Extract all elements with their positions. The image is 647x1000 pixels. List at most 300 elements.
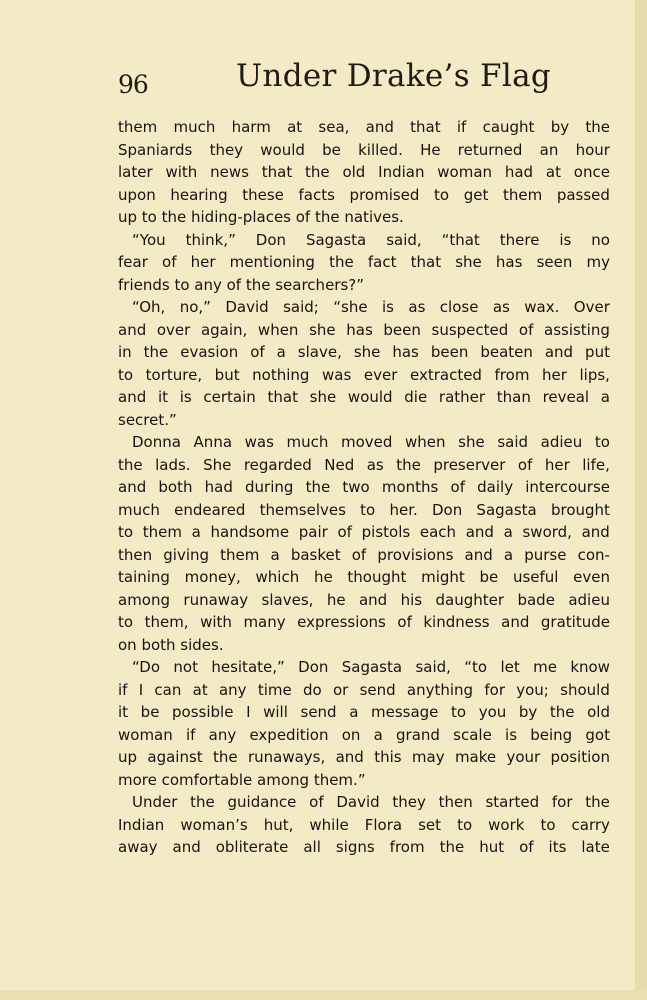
word: slave, xyxy=(297,343,342,361)
word: her xyxy=(544,455,570,474)
word: lads. xyxy=(155,455,191,474)
text-line xyxy=(118,836,610,859)
word: the xyxy=(585,118,610,136)
word: at xyxy=(287,118,303,136)
word: extracted xyxy=(409,365,482,384)
word: provisions xyxy=(377,545,454,564)
text-line xyxy=(118,229,610,252)
word: to xyxy=(360,500,376,519)
word: is xyxy=(559,230,572,249)
word: the xyxy=(585,793,610,811)
word: a xyxy=(503,523,513,541)
word: up xyxy=(118,748,138,766)
word: a xyxy=(349,703,359,721)
word: adieu xyxy=(540,433,583,451)
word: and xyxy=(581,523,610,541)
word: of xyxy=(519,838,534,856)
word: they xyxy=(392,793,426,811)
word: woman xyxy=(437,163,493,181)
word: daily xyxy=(477,478,514,496)
word: against xyxy=(147,748,203,766)
word: rather xyxy=(438,388,486,406)
word: moved xyxy=(341,433,393,451)
word: Sagasta xyxy=(341,658,403,676)
word: time xyxy=(257,680,292,699)
word: they xyxy=(209,140,244,159)
word: suspected xyxy=(431,320,509,339)
word: die xyxy=(404,388,428,406)
word: fear xyxy=(118,253,148,271)
word: get xyxy=(463,185,489,204)
word: a xyxy=(191,523,201,541)
word: from xyxy=(389,838,425,856)
word: and xyxy=(172,838,201,856)
word: your xyxy=(506,748,541,766)
word: that xyxy=(267,388,298,406)
word: harm xyxy=(231,118,271,136)
word: them xyxy=(220,545,260,564)
word: basket xyxy=(290,545,341,564)
word: the xyxy=(396,455,421,474)
word: close xyxy=(439,298,479,316)
word: pair xyxy=(298,523,328,541)
word: upon xyxy=(118,185,156,204)
text-line xyxy=(118,544,610,567)
word: and xyxy=(501,613,530,631)
word: her. xyxy=(389,500,418,519)
text-line xyxy=(118,724,610,747)
word: even xyxy=(573,568,610,586)
text-line xyxy=(118,454,610,477)
text-line xyxy=(118,296,610,319)
word: Don xyxy=(298,658,329,676)
word: again, xyxy=(200,320,248,339)
word: the xyxy=(143,343,169,361)
word: signs xyxy=(335,838,375,856)
text-line xyxy=(118,476,610,499)
word: to xyxy=(118,523,134,541)
word: that xyxy=(261,163,293,181)
word: bade xyxy=(517,590,555,609)
word: hut, xyxy=(263,815,294,834)
word: being xyxy=(530,725,573,744)
word: that xyxy=(410,118,441,136)
word: of xyxy=(517,455,533,474)
text-line xyxy=(118,814,610,837)
word: of xyxy=(337,523,352,541)
word: and xyxy=(335,748,364,766)
word: her xyxy=(542,365,567,384)
word: obliterate xyxy=(215,838,289,856)
word: lips, xyxy=(579,365,610,384)
word: Over xyxy=(573,298,610,316)
word: is xyxy=(381,298,394,316)
word: “Do xyxy=(132,658,161,676)
word: Indian xyxy=(378,163,425,181)
word: taining xyxy=(118,568,170,586)
text-line xyxy=(118,611,610,634)
word: killed. xyxy=(358,140,403,159)
word: it xyxy=(118,703,129,721)
word: woman xyxy=(118,725,173,744)
word: he xyxy=(326,590,346,609)
text-line xyxy=(118,679,610,702)
word: to xyxy=(434,185,450,204)
text-line: friends to any of the searchers?” xyxy=(118,275,365,294)
word: fact xyxy=(367,253,397,271)
word: as xyxy=(366,455,384,474)
word: the xyxy=(305,478,331,496)
word: Flora xyxy=(364,815,403,834)
word: at xyxy=(545,163,561,181)
word: beaten xyxy=(480,343,533,361)
word: then xyxy=(438,793,473,811)
word: much xyxy=(286,433,329,451)
word: a xyxy=(276,343,286,361)
word: each xyxy=(419,523,457,541)
word: his xyxy=(400,590,423,609)
word: she xyxy=(309,388,337,406)
word: all xyxy=(303,838,321,856)
word: carry xyxy=(571,815,610,834)
word: a xyxy=(600,388,610,406)
word: you; xyxy=(516,680,549,699)
word: or xyxy=(332,680,349,699)
text-line xyxy=(118,701,610,724)
word: of xyxy=(397,613,412,631)
word: was xyxy=(244,433,274,451)
word: Don xyxy=(431,500,463,519)
text-line xyxy=(118,499,610,522)
word: with xyxy=(165,163,198,181)
word: and xyxy=(118,478,147,496)
word: evasion xyxy=(180,343,239,361)
word: if xyxy=(118,680,128,699)
word: then xyxy=(118,545,153,564)
word: once xyxy=(573,163,610,181)
word: can xyxy=(154,680,182,699)
word: hour xyxy=(575,140,610,159)
word: scale xyxy=(453,725,492,744)
word: said xyxy=(497,433,529,451)
page-edge-bottom xyxy=(0,990,647,1000)
word: put xyxy=(585,343,610,361)
word: any xyxy=(208,725,237,744)
word: to xyxy=(118,613,134,631)
word: by xyxy=(518,703,538,721)
word: of xyxy=(351,545,367,564)
text-line xyxy=(118,656,610,679)
word: adieu xyxy=(568,590,610,609)
word: and xyxy=(465,523,494,541)
word: preserver xyxy=(433,455,506,474)
word: old xyxy=(342,163,366,181)
word: would xyxy=(260,140,305,159)
word: and xyxy=(358,590,388,609)
word: was xyxy=(322,365,352,384)
word: pistols xyxy=(361,523,411,541)
word: she xyxy=(353,343,381,361)
word: in xyxy=(118,343,132,361)
word: send xyxy=(300,703,337,721)
word: much xyxy=(118,500,160,519)
word: guidance xyxy=(227,793,297,811)
word: at xyxy=(192,680,208,699)
word: ever xyxy=(363,365,398,384)
word: I xyxy=(138,680,144,699)
word: know xyxy=(570,658,610,676)
word: Don xyxy=(255,230,287,249)
word: months xyxy=(381,478,439,496)
word: during xyxy=(245,478,294,496)
text-line xyxy=(118,521,610,544)
word: Ned xyxy=(324,455,355,474)
word: passed xyxy=(556,185,610,204)
word: not xyxy=(173,658,198,676)
word: torture, xyxy=(145,365,203,384)
word: runaway xyxy=(183,590,249,609)
word: she xyxy=(455,253,482,271)
word: will xyxy=(263,703,288,721)
word: mentioning xyxy=(229,253,315,271)
word: as xyxy=(408,298,426,316)
word: be xyxy=(140,703,160,721)
word: “that xyxy=(441,230,480,249)
word: them, xyxy=(144,613,189,631)
word: no,” xyxy=(179,298,211,316)
word: wax. xyxy=(524,298,560,316)
word: by xyxy=(550,118,570,136)
word: message xyxy=(371,703,439,721)
word: kindness xyxy=(423,613,490,631)
word: send xyxy=(359,680,396,699)
word: over xyxy=(156,320,191,339)
text-line xyxy=(118,319,610,342)
word: much xyxy=(173,118,216,136)
word: to xyxy=(118,365,134,384)
word: and xyxy=(118,388,147,406)
word: “to xyxy=(464,658,488,676)
word: daughter xyxy=(435,590,505,609)
word: of xyxy=(309,793,324,811)
word: of xyxy=(450,478,465,496)
word: handsome xyxy=(210,523,290,541)
word: set xyxy=(418,815,442,834)
word: has xyxy=(495,253,523,271)
word: the xyxy=(213,748,238,766)
word: the xyxy=(329,253,354,271)
running-header xyxy=(118,58,610,100)
word: is xyxy=(505,725,518,744)
text-line xyxy=(118,161,610,184)
word: she xyxy=(458,433,485,451)
word: brought xyxy=(550,500,610,519)
word: I xyxy=(246,703,251,721)
word: “she xyxy=(333,298,368,316)
word: to xyxy=(457,815,473,834)
word: had xyxy=(204,478,233,496)
word: this xyxy=(374,748,402,766)
word: when xyxy=(257,320,299,339)
word: them xyxy=(142,523,182,541)
word: position xyxy=(550,748,610,766)
word: to xyxy=(540,815,556,834)
text-line: up to the hiding-places of the natives. xyxy=(118,208,404,226)
word: that xyxy=(410,253,442,271)
word: for xyxy=(551,793,573,811)
word: is xyxy=(179,388,192,406)
word: and xyxy=(118,320,147,339)
word: intercourse xyxy=(525,478,610,496)
text-line xyxy=(118,341,610,364)
text-line xyxy=(118,386,610,409)
word: hesitate,” xyxy=(211,658,285,676)
text-line xyxy=(118,116,610,139)
word: me xyxy=(533,658,557,676)
word: She xyxy=(203,455,232,474)
word: sea, xyxy=(318,118,350,136)
word: Sagasta xyxy=(305,230,367,249)
word: Anna xyxy=(193,433,233,451)
word: both xyxy=(158,478,193,496)
text-line: on both sides. xyxy=(118,635,224,654)
word: away xyxy=(118,838,158,856)
word: make xyxy=(454,748,497,766)
word: expedition xyxy=(249,725,329,744)
word: Sagasta xyxy=(476,500,537,519)
word: should xyxy=(560,680,610,699)
word: gratitude xyxy=(540,613,610,631)
word: had xyxy=(504,163,534,181)
text-line xyxy=(118,431,610,454)
word: giving xyxy=(163,545,210,564)
word: my xyxy=(586,253,610,271)
word: anything xyxy=(406,680,474,699)
body-text xyxy=(118,116,610,859)
word: when xyxy=(405,433,446,451)
text-line xyxy=(118,364,610,387)
word: promised xyxy=(349,185,420,204)
word: you xyxy=(478,703,507,721)
word: Under xyxy=(132,793,178,811)
page-number: 96 xyxy=(118,70,148,99)
word: later xyxy=(118,163,153,181)
text-line: secret.” xyxy=(118,410,177,429)
word: He xyxy=(420,140,441,159)
word: assisting xyxy=(544,320,610,339)
word: themselves xyxy=(259,500,346,519)
word: money, xyxy=(184,568,241,586)
word: said, xyxy=(415,658,451,676)
word: as xyxy=(492,298,510,316)
word: thought xyxy=(347,568,407,586)
word: possible xyxy=(172,703,234,721)
word: caught xyxy=(482,118,535,136)
word: be xyxy=(322,140,341,159)
word: David xyxy=(336,793,380,811)
word: nothing xyxy=(252,365,310,384)
word: been xyxy=(383,320,421,339)
word: let xyxy=(500,658,520,676)
word: them xyxy=(118,118,158,136)
word: no xyxy=(591,230,610,249)
word: if xyxy=(456,118,467,136)
word: woman’s xyxy=(180,815,248,834)
word: late xyxy=(581,838,610,856)
word: facts xyxy=(298,185,335,204)
word: two xyxy=(342,478,370,496)
text-line xyxy=(118,139,610,162)
word: and xyxy=(544,343,574,361)
word: said, xyxy=(386,230,422,249)
word: of xyxy=(250,343,265,361)
word: and xyxy=(464,545,493,564)
word: he xyxy=(313,568,333,586)
word: to xyxy=(594,433,610,451)
word: from xyxy=(494,365,530,384)
word: may xyxy=(411,748,445,766)
text-line: more comfortable among them.” xyxy=(118,770,366,789)
running-title: Under Drake’s Flag xyxy=(236,58,552,94)
word: started xyxy=(485,793,540,811)
word: seen xyxy=(536,253,573,271)
word: said; xyxy=(283,298,319,316)
text-line xyxy=(118,746,610,769)
word: Spaniards xyxy=(118,140,193,159)
word: of xyxy=(162,253,177,271)
word: a xyxy=(503,545,514,564)
word: old xyxy=(587,703,610,721)
word: hut xyxy=(479,838,505,856)
word: news xyxy=(210,163,249,181)
word: there xyxy=(499,230,540,249)
word: certain xyxy=(203,388,256,406)
page-edge-right xyxy=(635,0,647,1000)
word: has xyxy=(346,320,373,339)
word: returned xyxy=(457,140,523,159)
word: con- xyxy=(577,545,610,564)
word: than xyxy=(496,388,531,406)
word: endeared xyxy=(174,500,246,519)
word: the xyxy=(549,703,575,721)
word: reveal xyxy=(542,388,590,406)
word: any xyxy=(218,680,247,699)
word: on xyxy=(341,725,361,744)
word: Indian xyxy=(118,815,165,834)
word: but xyxy=(214,365,240,384)
word: which xyxy=(255,568,300,586)
word: runaways, xyxy=(247,748,326,766)
word: them xyxy=(502,185,543,204)
word: a xyxy=(270,545,280,564)
word: her xyxy=(190,253,216,271)
word: hearing xyxy=(170,185,228,204)
word: work xyxy=(488,815,525,834)
word: regarded xyxy=(243,455,312,474)
word: life, xyxy=(582,455,610,474)
word: these xyxy=(242,185,284,204)
word: the xyxy=(118,455,143,474)
word: the xyxy=(439,838,465,856)
word: with xyxy=(200,613,232,631)
word: the xyxy=(305,163,330,181)
word: David xyxy=(225,298,269,316)
word: and xyxy=(365,118,394,136)
text-line xyxy=(118,589,610,612)
text-line xyxy=(118,184,610,207)
word: the xyxy=(190,793,215,811)
word: got xyxy=(585,725,610,744)
